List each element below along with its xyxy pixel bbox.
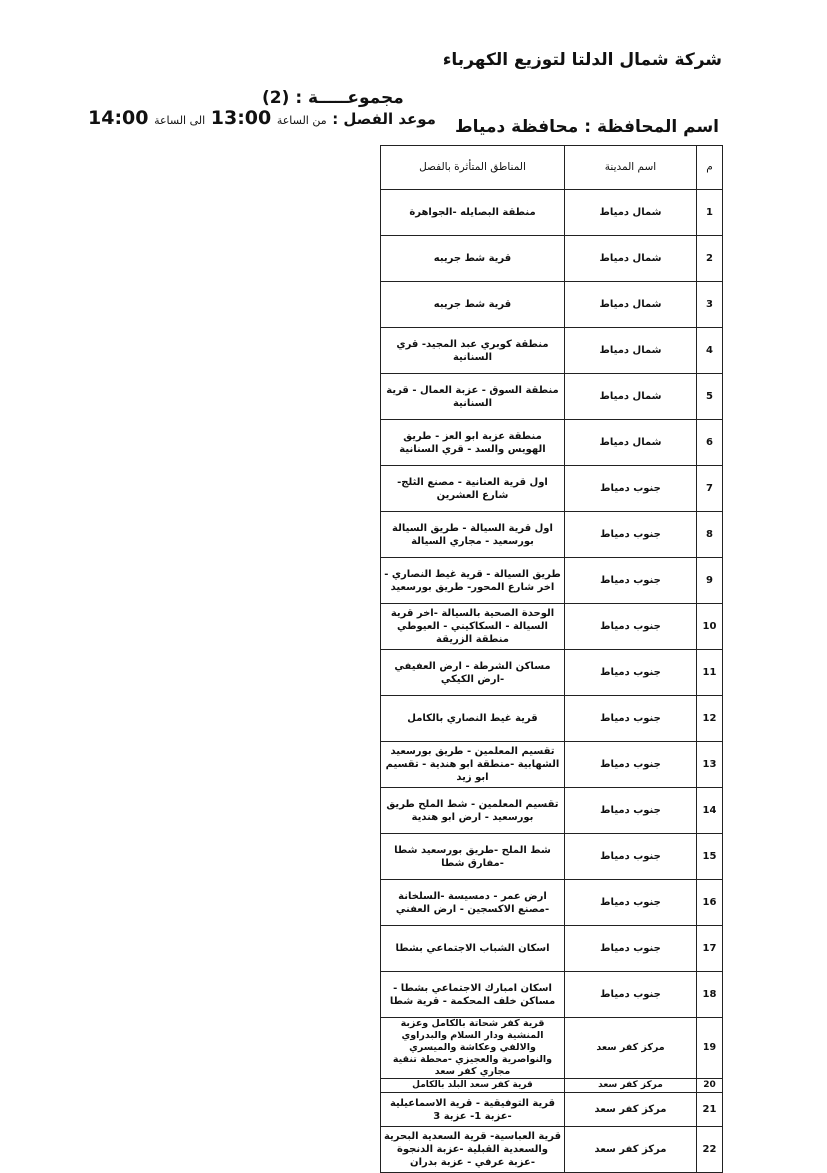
from-text: من الساعة [276, 114, 327, 127]
row-num: 19 [697, 1018, 723, 1079]
row-city: مركز كفر سعد [565, 1093, 697, 1127]
row-areas: تقسيم المعلمين - طريق بورسعيد الشهابية -منطقة ابو هندية - تقسيم ابو زيد [381, 742, 565, 788]
row-city: جنوب دمياط [565, 788, 697, 834]
row-city: شمال دمياط [565, 420, 697, 466]
row-city: جنوب دمياط [565, 604, 697, 650]
table-row [381, 742, 723, 788]
row-num: 14 [697, 788, 723, 834]
row-num: 13 [697, 742, 723, 788]
table-row [381, 834, 723, 880]
outage-table [380, 145, 723, 1173]
row-areas: مساكن الشرطة - ارض العفيفي -ارض الكيكي [381, 650, 565, 696]
table-row [381, 374, 723, 420]
row-city: شمال دمياط [565, 236, 697, 282]
table-row [381, 1093, 723, 1127]
row-num: 11 [697, 650, 723, 696]
row-areas: اول قرية السيالة - طريق السيالة بورسعيد - مجاري السيالة [381, 512, 565, 558]
row-num: 6 [697, 420, 723, 466]
table-row [381, 604, 723, 650]
table-row [381, 696, 723, 742]
header-areas: المناطق المتأثرة بالفصل [381, 146, 565, 190]
row-num: 20 [697, 1079, 723, 1093]
row-num: 7 [697, 466, 723, 512]
row-city: جنوب دمياط [565, 650, 697, 696]
row-city: جنوب دمياط [565, 834, 697, 880]
table-row [381, 236, 723, 282]
table-body [381, 190, 723, 1173]
table-row [381, 926, 723, 972]
row-city: مركز كفر سعد [565, 1079, 697, 1093]
row-city: جنوب دمياط [565, 466, 697, 512]
row-city: جنوب دمياط [565, 880, 697, 926]
row-areas: قرية العباسية- قرية السعدية البحرية والسعدية القبلية -عزبة الدنجوة -عزبة عرفي - عزبة بدران [381, 1127, 565, 1173]
table-row [381, 788, 723, 834]
row-areas: منطقة السوق - عزبة العمال - قرية السنانية [381, 374, 565, 420]
row-areas: الوحدة الصحية بالسيالة -اخر قرية السيالة - السكاكيني - العيوطي منطقة الزريقة [381, 604, 565, 650]
row-city: جنوب دمياط [565, 512, 697, 558]
row-num: 12 [697, 696, 723, 742]
row-num: 5 [697, 374, 723, 420]
to-time: 14:00 [88, 107, 149, 129]
header-city: اسم المدينة [565, 146, 697, 190]
row-areas: شط الملح -طريق بورسعيد شطا -مفارق شطا [381, 834, 565, 880]
row-areas: قرية غيط النصاري بالكامل [381, 696, 565, 742]
row-num: 21 [697, 1093, 723, 1127]
row-areas: قرية كفر شحاتة بالكامل وعزبة المنشية ودار السلام والبدراوي والالفي وعكاشة والميسري والنواصرية والعجيزي -محطة تنقية مجاري كفر سعد [381, 1018, 565, 1079]
table-row [381, 328, 723, 374]
row-num: 22 [697, 1127, 723, 1173]
from-time: 13:00 [210, 107, 272, 129]
row-city: شمال دمياط [565, 328, 697, 374]
row-city: مركز كفر سعد [565, 1018, 697, 1079]
row-city: شمال دمياط [565, 374, 697, 420]
row-num: 1 [697, 190, 723, 236]
table-header-row [381, 146, 723, 190]
company-name: شركة شمال الدلتا لتوزيع الكهرباء [442, 50, 722, 70]
header-num: م [697, 146, 723, 190]
row-areas: طريق السيالة - قرية غيط النصاري - اخر شارع المحور- طريق بورسعيد [381, 558, 565, 604]
table-row [381, 512, 723, 558]
row-city: جنوب دمياط [565, 558, 697, 604]
row-city: جنوب دمياط [565, 742, 697, 788]
row-num: 18 [697, 972, 723, 1018]
row-city: جنوب دمياط [565, 972, 697, 1018]
row-city: جنوب دمياط [565, 696, 697, 742]
table-row [381, 282, 723, 328]
row-areas: ارض عمر - دمسيسة -السلخانة -مصنع الاكسجين - ارض العفني [381, 880, 565, 926]
row-num: 2 [697, 236, 723, 282]
row-areas: قرية شط جريبه [381, 282, 565, 328]
row-num: 15 [697, 834, 723, 880]
table-row [381, 1079, 723, 1093]
row-num: 8 [697, 512, 723, 558]
row-areas: تقسيم المعلمين - شط الملح طريق بورسعيد - ارض ابو هندية [381, 788, 565, 834]
row-city: شمال دمياط [565, 190, 697, 236]
row-areas: قرية التوفيقية - قرية الاسماعيلية -عزبة 1- عزبة 3 [381, 1093, 565, 1127]
table-row [381, 880, 723, 926]
table-row [381, 1018, 723, 1079]
row-areas: اسكان الشباب الاجتماعي بشطا [381, 926, 565, 972]
cut-label: موعد الفصل : [332, 110, 436, 128]
row-num: 9 [697, 558, 723, 604]
row-city: جنوب دمياط [565, 926, 697, 972]
row-num: 4 [697, 328, 723, 374]
table-row [381, 190, 723, 236]
row-num: 10 [697, 604, 723, 650]
row-areas: منطقة كوبري عبد المجيد- قري السنانية [381, 328, 565, 374]
table-row [381, 650, 723, 696]
row-num: 17 [697, 926, 723, 972]
row-num: 16 [697, 880, 723, 926]
row-areas: منطقة عزبة ابو العز - طريق الهويس والسد - قري السنانية [381, 420, 565, 466]
cut-time [88, 107, 436, 129]
row-areas: قرية كفر سعد البلد بالكامل [381, 1079, 565, 1093]
row-areas: اسكان امبارك الاجتماعي بشطا - مساكن خلف المحكمة - قرية شطا [381, 972, 565, 1018]
row-city: مركز كفر سعد [565, 1127, 697, 1173]
group-label: مجموعـــــة : (2) [262, 88, 404, 108]
row-num: 3 [697, 282, 723, 328]
row-areas: قرية شط جريبه [381, 236, 565, 282]
row-areas: منطقة البصايله -الجواهرة [381, 190, 565, 236]
row-areas: اول قرية العنانية - مصنع الثلج- شارع العشرين [381, 466, 565, 512]
table-row [381, 972, 723, 1018]
table-row [381, 558, 723, 604]
to-text: الى الساعة [154, 114, 206, 127]
governorate: اسم المحافظة : محافظة دمياط [455, 117, 719, 137]
row-city: شمال دمياط [565, 282, 697, 328]
table-row [381, 466, 723, 512]
table-row [381, 1127, 723, 1173]
table-row [381, 420, 723, 466]
